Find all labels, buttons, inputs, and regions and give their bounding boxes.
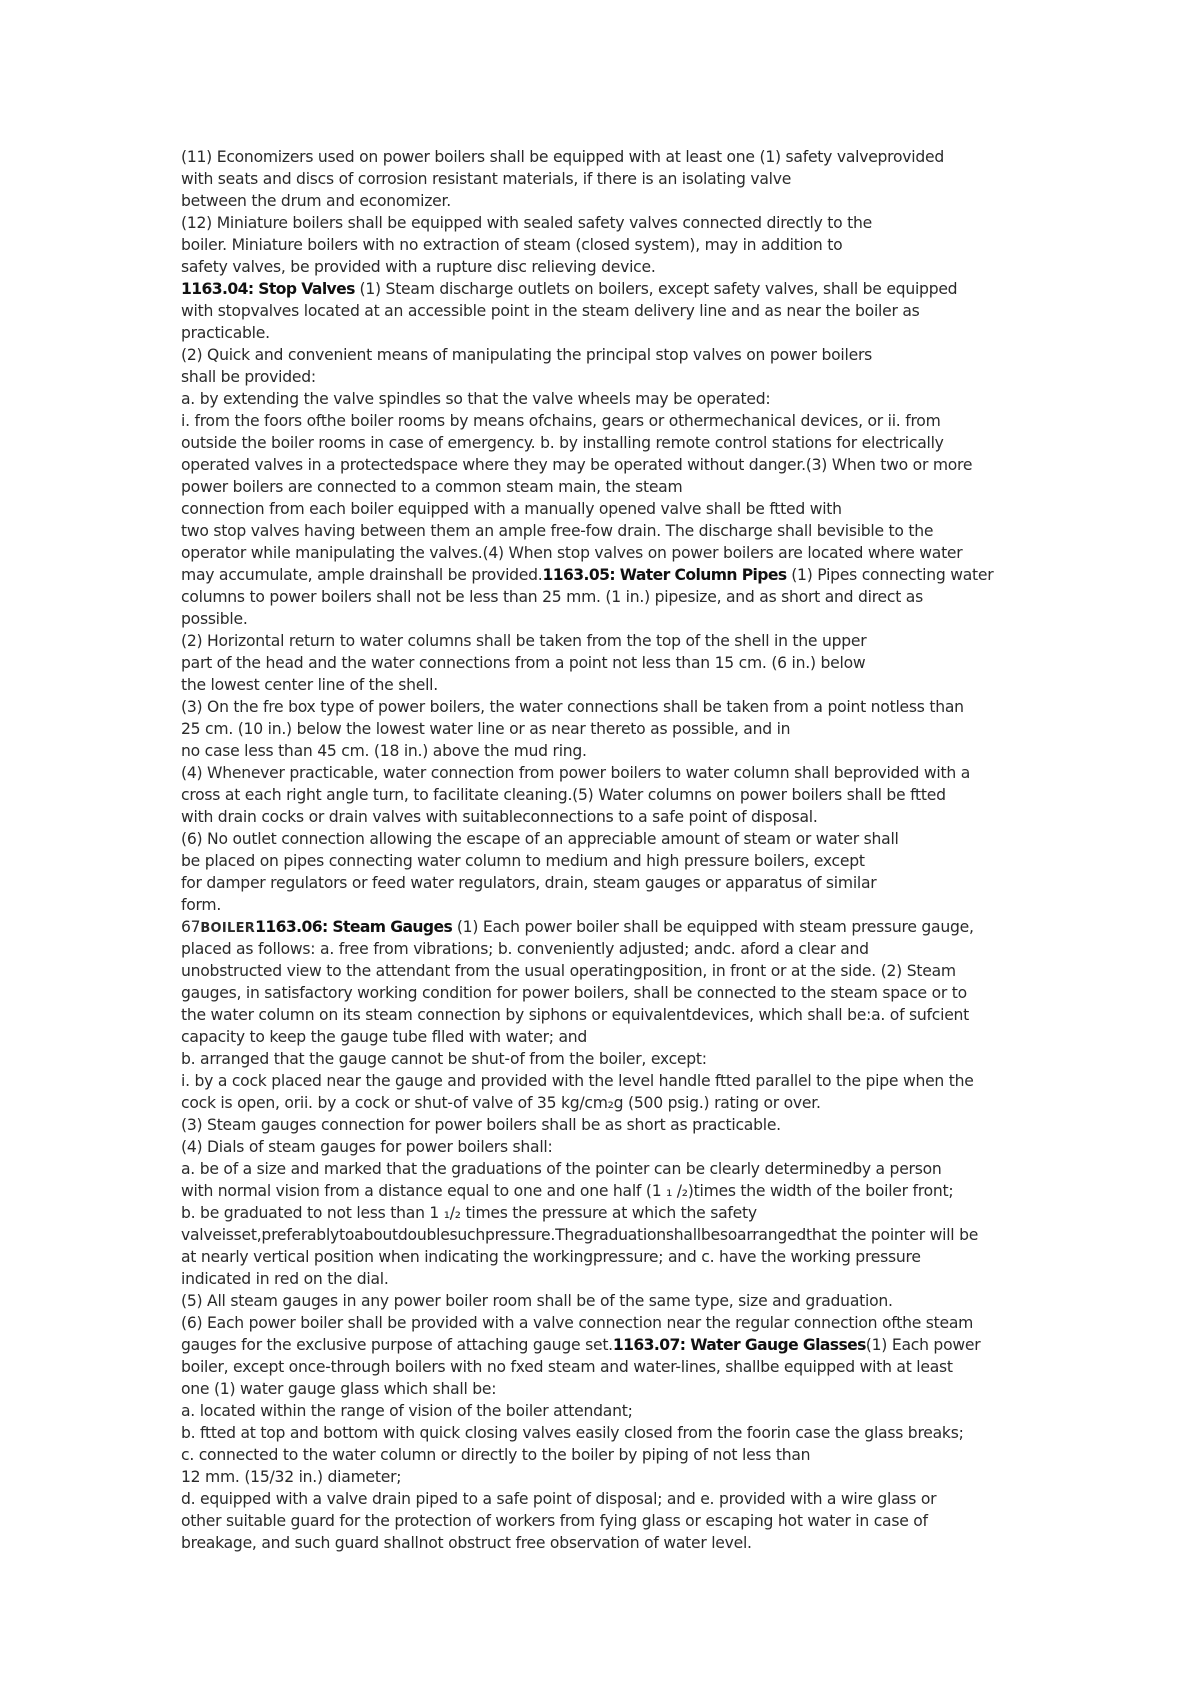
text-line	[181, 168, 1026, 190]
line-text: (5) All steam gauges in any power boiler room shall be of the same type, size and graduation.	[181, 1292, 893, 1310]
line-text: shall be provided:	[181, 368, 316, 386]
line-text: b. be graduated to not less than 1 ₁/₂ times the pressure at which the safety	[181, 1204, 757, 1222]
running-header: BOILER	[200, 921, 256, 936]
line-text: form.	[181, 896, 222, 914]
text-line	[181, 344, 1026, 366]
line-text: cock is open, orii. by a cock or shut-of valve of 35 kg/cm₂g (500 psig.) rating or over.	[181, 1094, 821, 1112]
line-text: (11) Economizers used on power boilers shall be equipped with at least one (1) safety valveprovided	[181, 148, 944, 166]
text-line	[181, 234, 1026, 256]
line-text: other suitable guard for the protection of workers from fying glass or escaping hot water in case of	[181, 1512, 928, 1530]
text-line	[181, 1026, 1026, 1048]
text-line	[181, 630, 1026, 652]
line-text: c. connected to the water column or directly to the boiler by piping of not less than	[181, 1446, 811, 1464]
line-text: with stopvalves located at an accessible point in the steam delivery line and as near the boiler as	[181, 302, 920, 320]
text-line	[181, 542, 1026, 564]
text-line	[181, 564, 1026, 586]
line-text: cross at each right angle turn, to facilitate cleaning.(5) Water columns on power boilers shall be ftted	[181, 786, 946, 804]
text-line	[181, 1356, 1026, 1378]
text-line	[181, 212, 1026, 234]
line-text: with seats and discs of corrosion resistant materials, if there is an isolating valve	[181, 170, 792, 188]
line-text: (1) Each power	[865, 1336, 981, 1354]
text-line	[181, 740, 1026, 762]
line-text: two stop valves having between them an ample free-fow drain. The discharge shall bevisible to the	[181, 522, 934, 540]
text-line	[181, 1290, 1026, 1312]
text-line	[181, 1334, 1026, 1356]
text-line	[181, 1092, 1026, 1114]
line-text: breakage, and such guard shallnot obstruct free observation of water level.	[181, 1534, 752, 1552]
section-heading: 1163.07: Water Gauge Glasses	[612, 1336, 866, 1354]
line-text: 67	[181, 918, 201, 936]
section-heading: 1163.04: Stop Valves	[181, 280, 355, 298]
text-line	[181, 322, 1026, 344]
line-text: possible.	[181, 610, 248, 628]
line-text: b. arranged that the gauge cannot be shut-of from the boiler, except:	[181, 1050, 707, 1068]
line-text: (1) Steam discharge outlets on boilers, except safety valves, shall be equipped	[354, 280, 958, 298]
line-text: b. ftted at top and bottom with quick closing valves easily closed from the foorin case the glass breaks;	[181, 1424, 964, 1442]
line-text: (2) Horizontal return to water columns shall be taken from the top of the shell in the upper	[181, 632, 867, 650]
line-text: the water column on its steam connection by siphons or equivalentdevices, which shall be:a. of sufcient	[181, 1006, 970, 1024]
text-line	[181, 762, 1026, 784]
line-text: boiler, except once-through boilers with no fxed steam and water-lines, shallbe equipped with at least	[181, 1358, 953, 1376]
line-text: (3) Steam gauges connection for power boilers shall be as short as practicable.	[181, 1116, 781, 1134]
text-line	[181, 1378, 1026, 1400]
text-line	[181, 520, 1026, 542]
line-text: d. equipped with a valve drain piped to a safe point of disposal; and e. provided with a wire glass or	[181, 1490, 937, 1508]
line-text: at nearly vertical position when indicating the workingpressure; and c. have the working pressure	[181, 1248, 921, 1266]
text-line	[181, 674, 1026, 696]
text-line	[181, 278, 1026, 300]
text-line	[181, 784, 1026, 806]
text-line	[181, 652, 1026, 674]
text-line	[181, 1004, 1026, 1026]
line-text: outside the boiler rooms in case of emergency. b. by installing remote control stations for electrically	[181, 434, 944, 452]
line-text: with normal vision from a distance equal to one and one half (1 ₁ /₂)times the width of the boiler front;	[181, 1182, 954, 1200]
line-text: a. by extending the valve spindles so that the valve wheels may be operated:	[181, 390, 771, 408]
text-line	[181, 366, 1026, 388]
line-text: placed as follows: a. free from vibrations; b. conveniently adjusted; andc. aford a clear and	[181, 940, 869, 958]
text-line	[181, 410, 1026, 432]
line-text: (1) Pipes connecting water	[786, 566, 994, 584]
text-line	[181, 1466, 1026, 1488]
line-text: (12) Miniature boilers shall be equipped with sealed safety valves connected directly to the	[181, 214, 873, 232]
line-text: indicated in red on the dial.	[181, 1270, 389, 1288]
text-line	[181, 388, 1026, 410]
text-line	[181, 872, 1026, 894]
line-text: i. from the foors ofthe boiler rooms by means ofchains, gears or othermechanical devices, or ii. from	[181, 412, 941, 430]
text-line	[181, 1510, 1026, 1532]
text-line	[181, 1246, 1026, 1268]
section-heading: 1163.05: Water Column Pipes	[542, 566, 787, 584]
text-line	[181, 1224, 1026, 1246]
text-line	[181, 1136, 1026, 1158]
text-line	[181, 498, 1026, 520]
document-page	[181, 146, 1026, 1554]
text-line	[181, 1180, 1026, 1202]
text-line	[181, 982, 1026, 1004]
line-text: practicable.	[181, 324, 270, 342]
text-line	[181, 1048, 1026, 1070]
line-text: operator while manipulating the valves.(4) When stop valves on power boilers are located where water	[181, 544, 963, 562]
line-text: gauges for the exclusive purpose of attaching gauge set.	[181, 1336, 613, 1354]
line-text: the lowest center line of the shell.	[181, 676, 438, 694]
text-line	[181, 916, 1026, 938]
text-line	[181, 608, 1026, 630]
text-line	[181, 1070, 1026, 1092]
line-text: for damper regulators or feed water regulators, drain, steam gauges or apparatus of similar	[181, 874, 877, 892]
line-text: (6) Each power boiler shall be provided with a valve connection near the regular connection ofthe steam	[181, 1314, 974, 1332]
line-text: connection from each boiler equipped with a manually opened valve shall be ftted with	[181, 500, 842, 518]
line-text: gauges, in satisfactory working condition for power boilers, shall be connected to the steam space or to	[181, 984, 967, 1002]
line-text: may accumulate, ample drainshall be provided.	[181, 566, 543, 584]
line-text: a. be of a size and marked that the graduations of the pointer can be clearly determinedby a person	[181, 1160, 942, 1178]
line-text: (2) Quick and convenient means of manipulating the principal stop valves on power boilers	[181, 346, 872, 364]
text-line	[181, 1488, 1026, 1510]
line-text: operated valves in a protectedspace where they may be operated without danger.(3) When two or more	[181, 456, 973, 474]
line-text: (1) Each power boiler shall be equipped with steam pressure gauge,	[452, 918, 974, 936]
line-text: with drain cocks or drain valves with suitableconnections to a safe point of disposal.	[181, 808, 818, 826]
line-text: (4) Dials of steam gauges for power boilers shall:	[181, 1138, 553, 1156]
line-text: 12 mm. (15/32 in.) diameter;	[181, 1468, 402, 1486]
text-line	[181, 1444, 1026, 1466]
line-text: valveisset,preferablytoaboutdoublesuchpressure.Thegraduationshallbesoarrangedthat the pointer will be	[181, 1226, 979, 1244]
line-text: power boilers are connected to a common steam main, the steam	[181, 478, 683, 496]
line-text: safety valves, be provided with a rupture disc relieving device.	[181, 258, 656, 276]
line-text: part of the head and the water connections from a point not less than 15 cm. (6 in.) below	[181, 654, 866, 672]
text-line	[181, 586, 1026, 608]
text-line	[181, 718, 1026, 740]
line-text: columns to power boilers shall not be less than 25 mm. (1 in.) pipesize, and as short and direct as	[181, 588, 923, 606]
line-text: i. by a cock placed near the gauge and provided with the level handle ftted parallel to the pipe when the	[181, 1072, 974, 1090]
line-text: capacity to keep the gauge tube flled with water; and	[181, 1028, 588, 1046]
text-line	[181, 960, 1026, 982]
line-text: a. located within the range of vision of the boiler attendant;	[181, 1402, 633, 1420]
text-line	[181, 1114, 1026, 1136]
text-line	[181, 894, 1026, 916]
line-text: 25 cm. (10 in.) below the lowest water line or as near thereto as possible, and in	[181, 720, 791, 738]
text-line	[181, 1158, 1026, 1180]
text-line	[181, 454, 1026, 476]
text-line	[181, 190, 1026, 212]
line-text: (4) Whenever practicable, water connection from power boilers to water column shall beprovided with a	[181, 764, 971, 782]
section-heading: 1163.06: Steam Gauges	[255, 918, 453, 936]
text-line	[181, 828, 1026, 850]
text-line	[181, 300, 1026, 322]
text-line	[181, 476, 1026, 498]
text-line	[181, 432, 1026, 454]
line-text: one (1) water gauge glass which shall be:	[181, 1380, 497, 1398]
text-line	[181, 146, 1026, 168]
line-text: no case less than 45 cm. (18 in.) above the mud ring.	[181, 742, 587, 760]
text-line	[181, 806, 1026, 828]
text-line	[181, 1532, 1026, 1554]
text-line	[181, 1422, 1026, 1444]
line-text: (3) On the fre box type of power boilers, the water connections shall be taken from a point notless than	[181, 698, 964, 716]
text-line	[181, 850, 1026, 872]
text-line	[181, 938, 1026, 960]
line-text: boiler. Miniature boilers with no extraction of steam (closed system), may in addition to	[181, 236, 843, 254]
line-text: unobstructed view to the attendant from the usual operatingposition, in front or at the side. (2) Steam	[181, 962, 956, 980]
text-line	[181, 256, 1026, 278]
line-text: (6) No outlet connection allowing the escape of an appreciable amount of steam or water shall	[181, 830, 899, 848]
text-line	[181, 1400, 1026, 1422]
text-line	[181, 1202, 1026, 1224]
text-line	[181, 1312, 1026, 1334]
line-text: between the drum and economizer.	[181, 192, 451, 210]
text-line	[181, 696, 1026, 718]
line-text: be placed on pipes connecting water column to medium and high pressure boilers, except	[181, 852, 865, 870]
text-line	[181, 1268, 1026, 1290]
